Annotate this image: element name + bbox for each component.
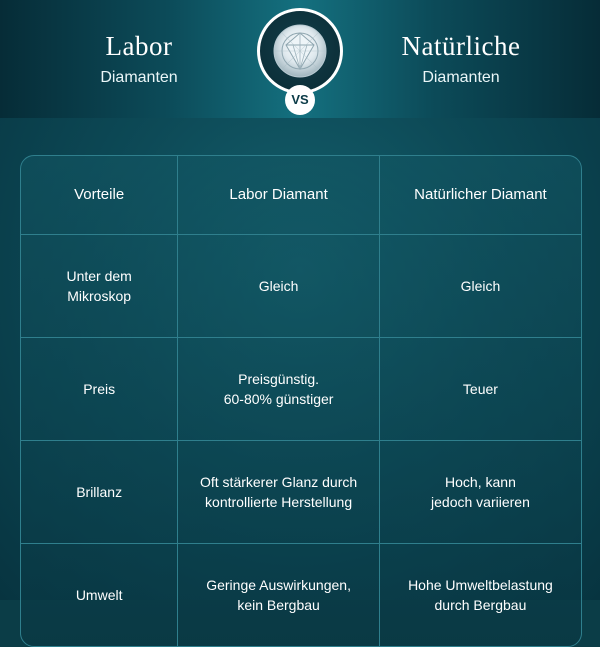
right-heading-subtitle: Diamanten	[422, 68, 500, 86]
table-header-row	[21, 156, 581, 235]
table-row	[21, 338, 581, 441]
row-feature: Umwelt	[21, 544, 178, 647]
header-banner	[0, 0, 600, 118]
row-feature: Brillanz	[21, 441, 178, 544]
row-feature: Unter dem Mikroskop	[21, 235, 178, 338]
diamond-icon	[257, 8, 343, 94]
row-lab-value: Geringe Auswirkungen, kein Bergbau	[178, 544, 380, 647]
column-header-feature: Vorteile	[21, 156, 178, 235]
table-row	[21, 235, 581, 338]
table-row	[21, 441, 581, 544]
comparison-table	[20, 155, 582, 647]
row-lab-value: Preisgünstig. 60-80% günstiger	[178, 338, 380, 441]
table-row	[21, 544, 581, 647]
row-feature: Preis	[21, 338, 178, 441]
column-header-lab: Labor Diamant	[178, 156, 380, 235]
vs-badge: VS	[285, 85, 315, 115]
center-badge	[254, 8, 346, 115]
row-natural-value: Hoch, kann jedoch variieren	[379, 441, 581, 544]
right-heading	[356, 30, 566, 88]
row-lab-value: Oft stärkerer Glanz durch kontrollierte Herstellung	[178, 441, 380, 544]
row-lab-value: Gleich	[178, 235, 380, 338]
row-natural-value: Teuer	[379, 338, 581, 441]
left-heading	[34, 30, 244, 88]
row-natural-value: Gleich	[379, 235, 581, 338]
left-heading-title: Labor	[105, 31, 173, 62]
row-natural-value: Hohe Umweltbelastung durch Bergbau	[379, 544, 581, 647]
right-heading-title: Natürliche	[401, 31, 521, 62]
left-heading-subtitle: Diamanten	[100, 68, 178, 86]
column-header-natural: Natürlicher Diamant	[379, 156, 581, 235]
